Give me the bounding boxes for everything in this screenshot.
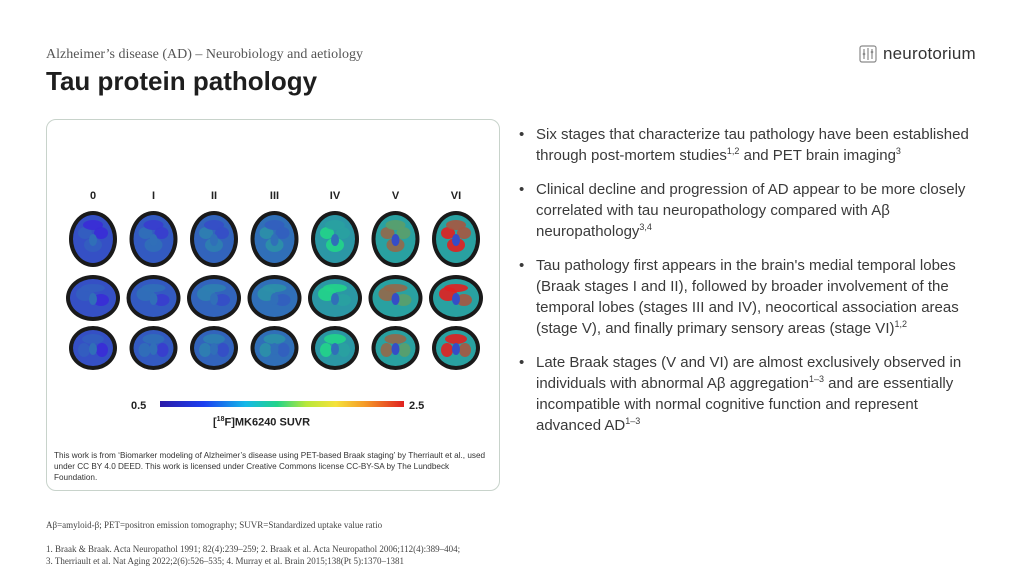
brain-scan-coronal — [311, 326, 359, 370]
slide-title: Tau protein pathology — [46, 66, 318, 96]
brain-scan-coronal — [190, 326, 238, 370]
brain-scan-coronal — [130, 326, 178, 370]
brain-scan-sagittal — [66, 275, 120, 321]
colorbar-min-label: 0.5 — [131, 400, 147, 412]
suvr-colorbar — [160, 401, 404, 407]
bullet-item: • Six stages that characterize tau pathology have been established through post-mortem studies$^{1,2}$ and PET brain imaging$^3$ — [519, 126, 969, 164]
brain-scan-axial — [130, 211, 178, 267]
brain-scan-sagittal — [127, 275, 181, 321]
section-subtitle: Alzheimer’s disease (AD) – Neurobiology and aetiology — [46, 47, 363, 62]
stage-label: 0 — [89, 190, 97, 202]
brain-scan-axial — [372, 211, 420, 267]
bullet-item: • Late Braak stages (V and VI) are almost exclusively observed in individuals with abnormal Aβ aggregation$^{1-3}$ and are essentially incompatible with normal cognitive function and represent advanced AD$^{1-3}$ — [519, 354, 962, 434]
neurotorium-logo-icon — [858, 44, 878, 64]
brain-scan-axial — [251, 211, 299, 267]
brain-scan-axial — [432, 211, 480, 267]
brain-scan-axial — [190, 211, 238, 267]
bullet-item: • Tau pathology first appears in the brain's medial temporal lobes (Braak stages I and II), followed by broader involvement of the temporal lobes (stages III and IV), neocortical association areas (stage V), and finally primary sensory areas (stage VI)$^{1,2}$ — [519, 257, 959, 337]
brain-scan-sagittal — [248, 275, 302, 321]
stage-label: I — [151, 190, 156, 202]
colorbar-title: [$^{18}$F]MK6240 SUVR — [213, 416, 311, 429]
brain-scan-grid — [47, 120, 500, 380]
brand-logo[interactable] — [858, 44, 976, 64]
bullet-item: • Clinical decline and progression of AD appear to be more closely correlated with tau neuropathology compared with Aβ neuropathology$^{3,4}$ — [519, 181, 966, 240]
references — [46, 543, 460, 567]
stage-label: VI — [450, 190, 462, 202]
brain-scan-sagittal — [308, 275, 362, 321]
brain-scan-coronal — [69, 326, 117, 370]
braak-stage-figure — [46, 119, 500, 491]
stage-label: III — [269, 190, 280, 202]
figure-credit: This work is from ‘Biomarker modeling of Alzheimer’s disease using PET-based Braak staging’ by Therriault et al., used under CC BY 4.0 DEED. This work is licensed under Creative Commons license CC-BY-SA by The Lundbeck Foundation. — [54, 451, 486, 482]
brain-scan-axial — [311, 211, 359, 267]
brain-scan-sagittal — [369, 275, 423, 321]
reference-line: 1. Braak & Braak. Acta Neuropathol 1991; 82(4):239–259; 2. Braak et al. Acta Neuropathol 2006;112(4):389–404; — [46, 544, 461, 554]
brain-scan-sagittal — [187, 275, 241, 321]
stage-label: IV — [329, 190, 341, 202]
stage-label: II — [210, 190, 218, 202]
logo-text: neurotorium — [883, 44, 976, 63]
brain-scan-axial — [69, 211, 117, 267]
reference-line: 3. Therriault et al. Nat Aging 2022;2(6):526–535; 4. Murray et al. Brain 2015;138(Pt 5):1370–1381 — [46, 556, 405, 566]
brain-scan-sagittal — [429, 275, 483, 321]
brain-scan-coronal — [432, 326, 480, 370]
stage-label: V — [391, 190, 400, 202]
abbreviations-footnote: Aβ=amyloid-β; PET=positron emission tomography; SUVR=Standardized uptake value ratio — [46, 520, 383, 530]
key-points-list — [516, 124, 986, 449]
colorbar-max-label: 2.5 — [409, 400, 425, 412]
brain-scan-coronal — [372, 326, 420, 370]
brain-scan-coronal — [251, 326, 299, 370]
